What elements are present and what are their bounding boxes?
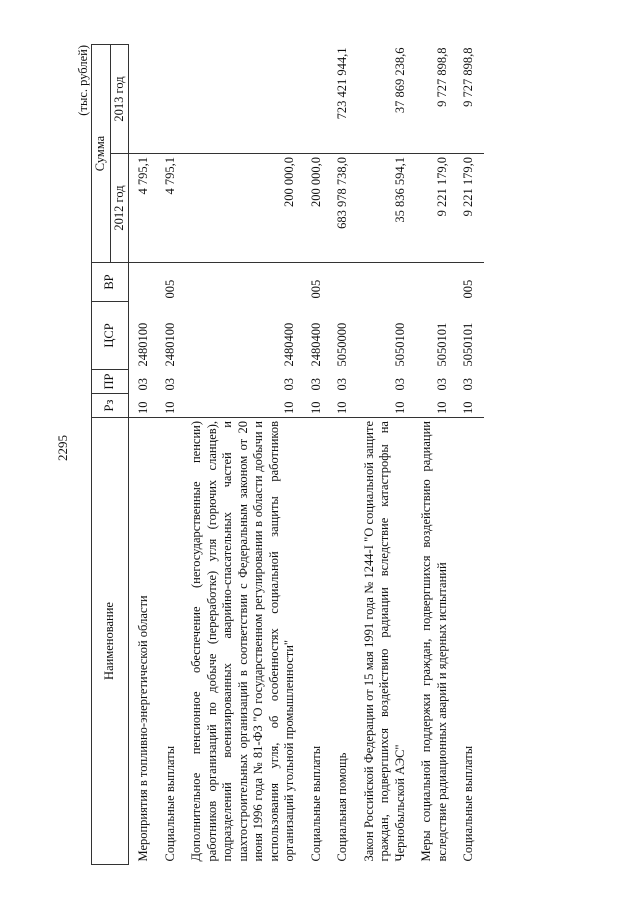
budget-table [91,44,484,865]
units-label: (тыс. рублей) [76,45,90,116]
row-2013: 37 869 238,6 [392,47,407,114]
row-2013 [305,45,332,154]
row-rz: 10 [434,401,449,414]
header-csr: ЦСР [92,302,129,370]
row-rz: 10 [335,401,349,414]
row-name: Мероприятия в топливно-энергетической области [129,418,159,865]
table-row [129,45,159,865]
header-name: Наименование [92,418,129,865]
row-2013 [129,45,159,154]
table-row [305,45,332,865]
row-2012: 200 000,0 [185,154,305,263]
header-sum: Сумма [92,45,111,263]
row-rz: 10 [308,401,323,414]
row-rz: 10 [392,401,407,414]
row-csr: 5050000 [335,322,349,367]
row-csr: 5050101 [461,322,475,367]
row-name: Социальные выплаты [457,418,484,865]
row-2012: 4 795,1 [129,154,159,263]
row-vr: 005 [457,263,484,302]
row-pr: 03 [335,378,349,391]
row-vr [415,263,457,302]
header-pr: ПР [92,370,129,394]
row-2013 [185,45,305,154]
row-name: Социальная помощь [331,418,358,865]
row-rz: 10 [162,401,177,414]
header-2013: 2013 год [110,45,129,154]
table-row [185,45,305,865]
row-2012: 4 795,1 [159,154,186,263]
table-row [358,45,416,865]
page-number: 2295 [55,435,70,461]
row-vr [331,263,358,302]
row-vr: 005 [159,263,186,302]
header-2012: 2012 год [110,154,129,263]
row-pr: 03 [308,378,323,391]
table-row [415,45,457,865]
row-csr: 5050100 [392,322,407,367]
row-name: Социальные выплаты [159,418,186,865]
row-csr: 2480400 [308,322,323,367]
table-row [159,45,186,865]
row-pr: 03 [282,378,296,391]
row-pr: 03 [434,378,449,391]
row-pr: 03 [392,378,407,391]
row-2012: 200 000,0 [305,154,332,263]
row-2012: 9 221 179,0 [415,154,457,263]
row-csr: 2480400 [282,322,296,367]
row-2013: 9 727 898,8 [434,47,449,107]
rotated-page [75,45,635,865]
header-rz: Рз [92,394,129,418]
row-pr: 03 [461,378,475,391]
row-2012: 683 978 738,0 [331,154,358,263]
row-2013: 9 727 898,8 [461,47,475,107]
row-2012: 9 221 179,0 [457,154,484,263]
row-2013 [159,45,186,154]
row-rz: 10 [136,401,150,414]
row-vr [129,263,159,302]
row-pr: 03 [162,378,177,391]
row-2013: 723 421 944,1 [335,47,349,120]
row-pr: 03 [136,378,150,391]
table-row [457,45,484,865]
row-csr: 2480100 [136,322,150,367]
row-name: Социальные выплаты [305,418,332,865]
row-csr: 5050101 [434,322,449,367]
row-csr: 2480100 [162,322,177,367]
row-name: Меры социальной поддержки граждан, подвергшихся воздействию радиации вследствие радиационных аварий и ядерных испытаний [415,418,457,865]
row-vr: 005 [305,263,332,302]
row-vr [358,263,416,302]
row-rz: 10 [282,401,296,414]
header-vr: ВР [92,263,129,302]
table-row [331,45,358,865]
row-vr [185,263,305,302]
row-name: Дополнительное пенсионное обеспечение (негосударственные пенсии) работников организаций по добыче (переработке) угля (горючих сланцев), подразделений военизированных аварийно-спасательных частей и шахтостроительных организаций в соответствии с Федеральным законом от 20 июня 1996 года № 81-ФЗ "О государственном регулировании в области добычи и использования угля, об особенностях социальной защиты работников организаций угольной промышленности" [185,418,305,865]
row-2012: 35 836 594,1 [358,154,416,263]
row-rz: 10 [461,401,475,414]
row-name: Закон Российской Федерации от 15 мая 1991 года № 1244-I "О социальной защите граждан, подвергшихся воздействию радиации вследствие катастрофы на Чернобыльской АЭС" [358,418,416,865]
